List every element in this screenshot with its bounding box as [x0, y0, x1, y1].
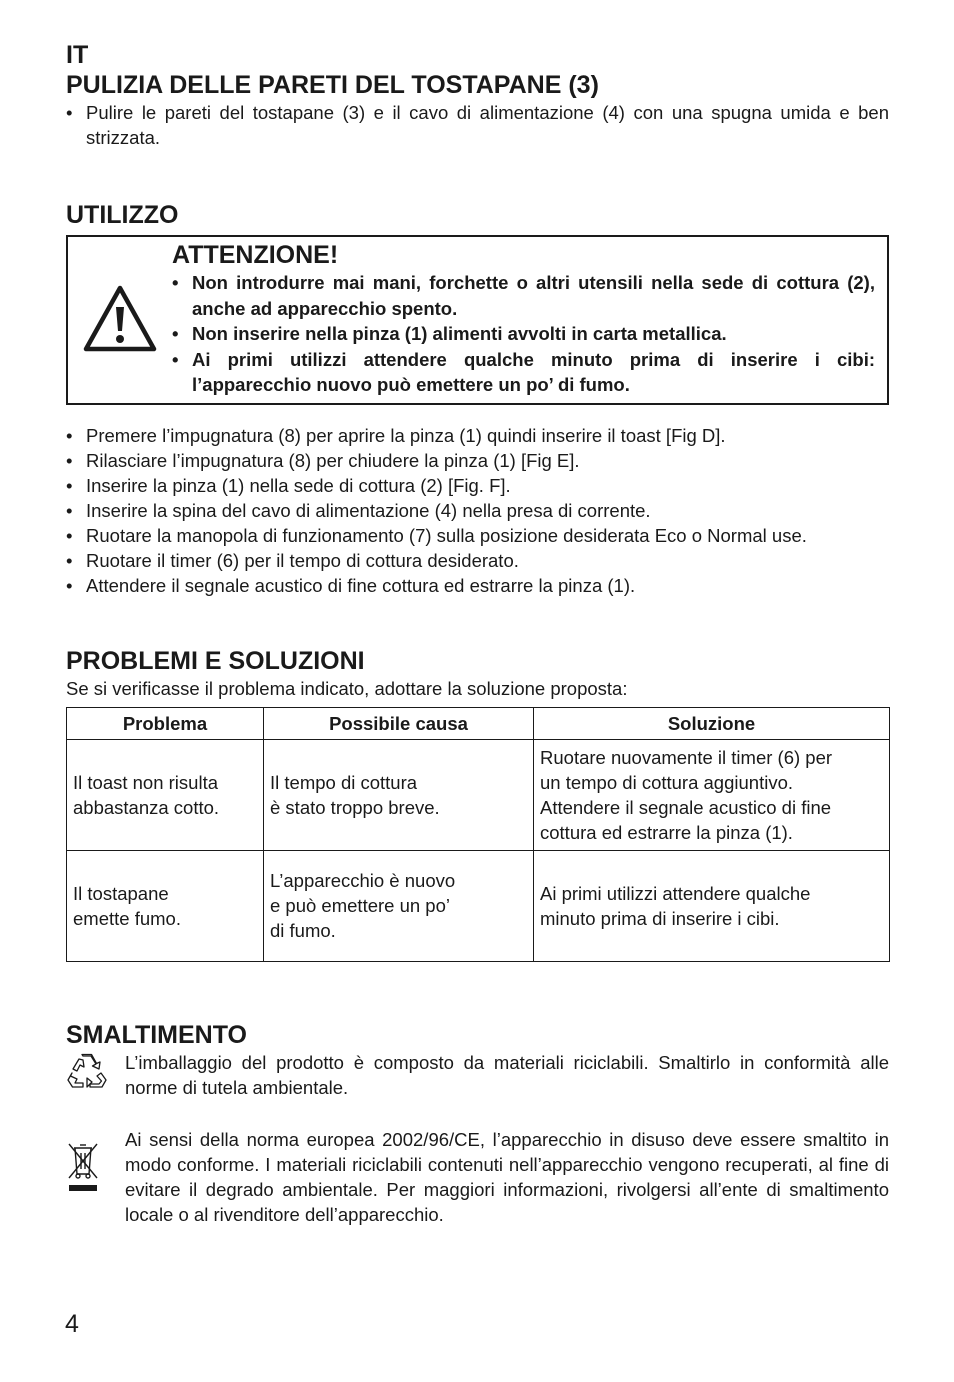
problems-title: PROBLEMI E SOLUZIONI [66, 646, 365, 675]
cell-line: Il toast non risulta [73, 771, 218, 793]
solution-cell [534, 739, 890, 850]
list-item: • Inserire la pinza (1) nella sede di cottura (2) [Fig. F]. [66, 473, 889, 498]
problems-section [66, 646, 889, 962]
page-number: 4 [65, 1310, 79, 1338]
cell-line: Il tempo di cottura [270, 771, 418, 793]
table-row [67, 850, 890, 961]
usage-steps-list [66, 423, 889, 598]
header-cause: Possibile causa [264, 707, 534, 739]
header-solution: Soluzione [534, 707, 890, 739]
cleaning-section [66, 70, 889, 150]
table-row [67, 739, 890, 850]
manual-page [66, 40, 889, 1227]
header-problem: Problema [67, 707, 264, 739]
cell-line: e può emettere un po’ [270, 895, 450, 916]
cell-line: di fumo. [270, 920, 336, 941]
cleaning-title: PULIZIA DELLE PARETI DEL TOSTAPANE (3) [66, 71, 599, 99]
list-item: • Non introdurre mai mani, forchette o altri utensili nella sede di cottura (2), anche ad apparecchio spento. [172, 270, 875, 321]
packaging-text: L’imballaggio del prodotto è composto da materiali riciclabili. Smaltirlo in conformità alle norme di tutela ambientale. [125, 1051, 889, 1098]
cell-line: Il tostapane [73, 882, 169, 904]
cell-line: emette fumo. [73, 907, 181, 929]
weee-disposal [66, 1127, 889, 1227]
warning-box [66, 235, 889, 405]
list-item: • Attendere il segnale acustico di fine cottura ed estrarre la pinza (1). [66, 573, 889, 598]
table-header-row [67, 707, 890, 739]
cell-line: abbastanza cotto. [73, 796, 220, 818]
list-item: • Non inserire nella pinza (1) alimenti avvolti in carta metallica. [172, 321, 875, 347]
cell-line: Attendere il segnale acustico di fine [540, 796, 832, 818]
cell-line: Ruotare nuovamente il timer (6) per [540, 746, 833, 768]
packaging-disposal [66, 1050, 889, 1100]
list-item: • Rilasciare l’impugnatura (8) per chiudere la pinza (1) [Fig E]. [66, 448, 889, 473]
cell-line: un tempo di cottura aggiuntivo. [540, 771, 793, 793]
cell-line: cottura ed estrarre la pinza (1). [540, 821, 793, 843]
usage-title: UTILIZZO [66, 201, 179, 229]
weee-text: Ai sensi della norma europea 2002/96/CE, l’apparecchio in disuso deve essere smaltito in modo conforme. I materiali riciclabili contenuti nell’apparecchio vengono recuperati, al fine di evitare il degrado ambientale. Per maggiori informazioni, rivolgersi all’ente di smaltimento locale o al rivenditore dell’apparecchio. [125, 1128, 889, 1225]
recycle-icon [66, 1050, 108, 1092]
cause-cell [264, 850, 534, 961]
usage-section [66, 200, 889, 598]
problem-cell [67, 739, 264, 850]
problem-cell [67, 850, 264, 961]
list-item: • Ruotare il timer (6) per il tempo di cottura desiderato. [66, 548, 889, 573]
cause-cell [264, 739, 534, 850]
warning-triangle-icon [82, 283, 158, 353]
list-item: • Ruotare la manopola di funzionamento (7) sulla posizione desiderata Eco o Normal use. [66, 523, 889, 548]
problems-table [66, 707, 890, 962]
cleaning-list [66, 100, 889, 150]
problems-intro: Se si verificasse il problema indicato, adottare la soluzione proposta: [66, 677, 628, 699]
warning-title: ATTENZIONE! [172, 241, 339, 269]
list-item: • Inserire la spina del cavo di alimentazione (4) nella presa di corrente. [66, 498, 889, 523]
list-item: • Ai primi utilizzi attendere qualche minuto prima di inserire i cibi: l’apparecchio nuovo può emettere un po’ di fumo. [172, 347, 875, 398]
solution-cell [534, 850, 890, 961]
cell-line: minuto prima di inserire i cibi. [540, 907, 780, 929]
language-code: IT [66, 41, 89, 69]
cell-line: è stato troppo breve. [270, 796, 440, 818]
list-item: • Premere l’impugnatura (8) per aprire la pinza (1) quindi inserire il toast [Fig D]. [66, 423, 889, 448]
disposal-section [66, 1020, 889, 1227]
warning-list [172, 270, 875, 398]
cell-line: Ai primi utilizzi attendere qualche [540, 882, 811, 904]
disposal-title: SMALTIMENTO [66, 1020, 248, 1049]
list-item: • Pulire le pareti del tostapane (3) e il cavo di alimentazione (4) con una spugna umida e ben strizzata. [66, 100, 889, 150]
crossed-bin-icon [66, 1141, 100, 1195]
cell-line: L’apparecchio è nuovo [270, 870, 456, 891]
